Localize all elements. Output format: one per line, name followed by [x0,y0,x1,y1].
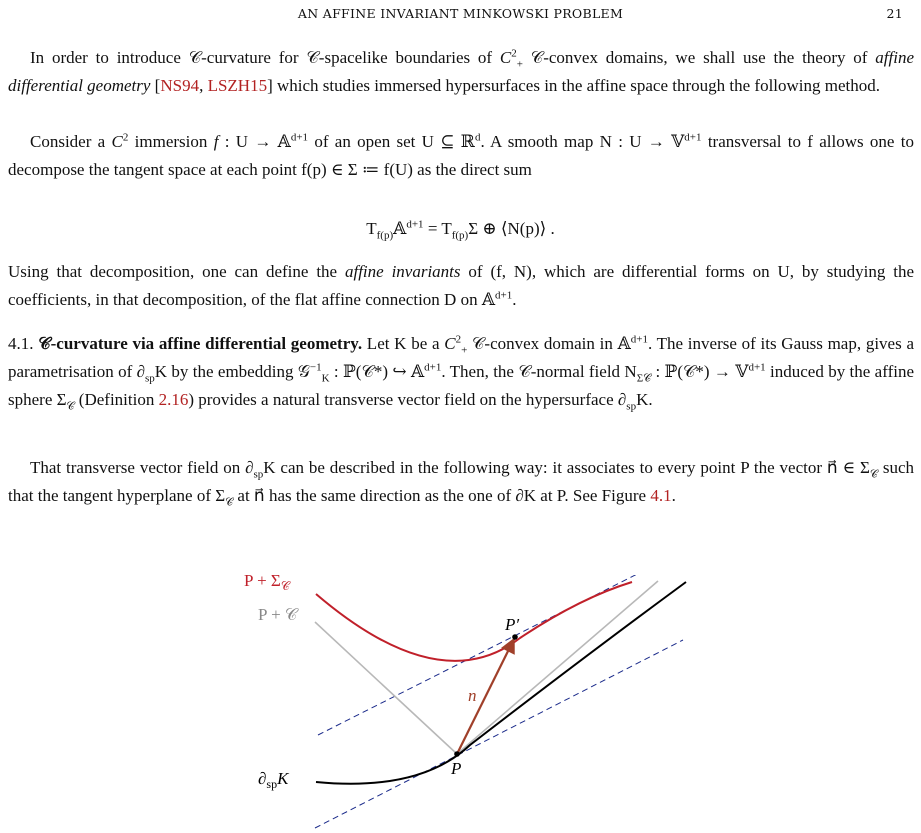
point-p [454,751,460,757]
section-4-1-paragraph: 4.1. 𝒞-curvature via affine differential geometry. Let K be a $C^2_+$ 𝒞-convex domain in 𝔸$^{d+1}$. The inverse of its Gauss map, gives a parametrisation of $\partial_{sp}K$ by the embedding 𝒢$^{-1}_K$ : ℙ(𝒞*) ↪ 𝔸$^{d+1}$. Then, the 𝒞-normal field $N_{\Sigma 𝒞}$ : ℙ(𝒞*) → 𝕍$^{d+1}$ induced by the affine sphere $\Sigma_𝒞$ (Definition 2.16) provides a natural transverse vector field on the hypersurface $\partial_{sp}K$. [8,333,915,413]
running-header [0,6,921,24]
label-sigma: $P + \Sigma_𝒞$ [244,575,290,593]
label-boundary: $\partial_{sp}K$ [258,769,289,791]
cone-right-ray [457,581,658,754]
page-number: 21 [886,6,903,21]
equation-decomposition: $T_{f(p)}𝔸^{d+1} = T_{f(p)}\Sigma$ ⊕ ⟨N(p)⟩ . [366,218,555,242]
paragraph-affine-invariants: Using that decomposition, one can define the affine invariants of (f, N), which are differential forms on U, by studying the coefficients, in that decomposition, of the flat affine connection D on 𝔸$^{d+1}$. [8,262,914,309]
definition-2-16-link[interactable]: 2.16 [158,390,189,409]
figure-4-1-link[interactable]: 4.1 [650,486,672,505]
affine-sphere-curve [316,582,632,661]
citation-ns94[interactable]: NS94 [160,76,200,95]
running-title: AN AFFINE INVARIANT MINKOWSKI PROBLEM [297,6,624,21]
figure-4-1 [230,575,700,833]
label-n-vector: n⃗ [468,686,490,705]
label-cone: P + 𝒞 [258,605,298,624]
citation-lszh15[interactable]: LSZH15 [207,76,268,95]
paragraph-transverse-field: That transverse vector field on $\partial_{sp}K$ can be described in the following way: it associates to every point P the vector n⃗ ∈ $\Sigma_𝒞$ such that the tangent hyperplane of $\Sigma_𝒞$ at n⃗ has the same direction as the one of ∂K at P. See Figure 4.1. [8,458,914,509]
point-pprime [512,634,518,640]
label-p: P [451,759,462,778]
boundary-curve [316,582,686,784]
paragraph-intro: In order to introduce 𝒞-curvature for 𝒞-spacelike boundaries of $C^2_+$ 𝒞-convex domains, we shall use the theory of affine differential geometry [NS94, LSZH15] which studies immersed hypersurfaces in the affine space through the following method. [8,47,915,95]
paragraph-immersion: Consider a $C^2$ immersion f : U → 𝔸$^{d+1}$ of an open set U ⊆ ℝ$^d$. A smooth map N : U → 𝕍$^{d+1}$ transversal to f allows one to decompose the tangent space at each point f(p) ∈ Σ ≔ f(U) as the direct sum [8,131,914,179]
section-number: 4.1. [8,334,39,353]
section-heading: 𝒞-curvature via affine differential geometry. [38,334,363,353]
label-pprime: P′ [505,615,520,634]
